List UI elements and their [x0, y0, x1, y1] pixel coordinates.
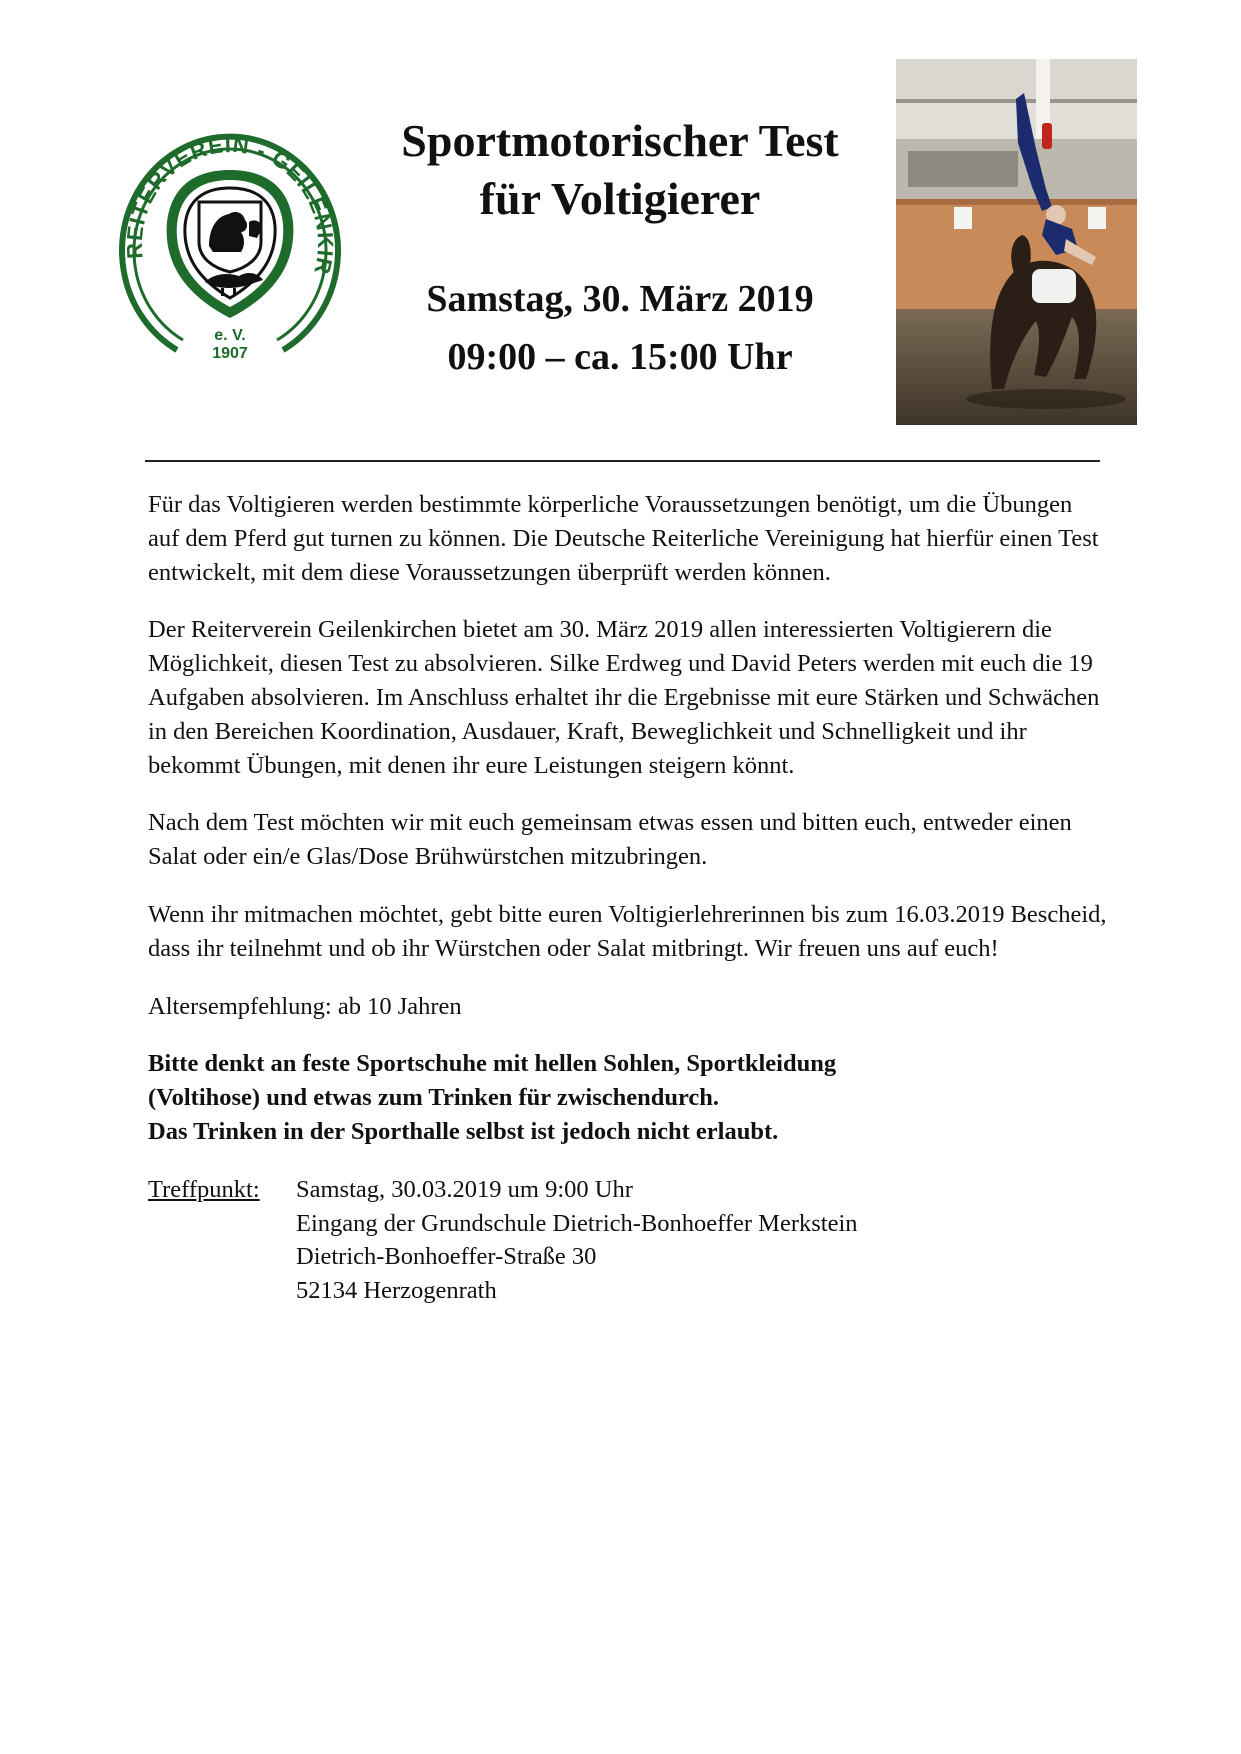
equipment-notice [148, 1047, 1108, 1148]
event-time: 09:00 – ca. 15:00 Uhr [447, 336, 793, 378]
meeting-location: Eingang der Grundschule Dietrich-Bonhoeffer Merkstein [296, 1209, 858, 1237]
meeting-street: Dietrich-Bonhoeffer-Straße 30 [296, 1243, 597, 1271]
meeting-city: 52134 Herzogenrath [296, 1277, 497, 1305]
equipment-line-2: (Voltihose) und etwas zum Trinken für zwischendurch. [148, 1084, 720, 1112]
club-logo [117, 118, 343, 366]
equipment-line-3: Das Trinken in der Sporthalle selbst ist jedoch nicht erlaubt. [148, 1117, 779, 1145]
registration-paragraph: Wenn ihr mitmachen möchtet, gebt bitte euren Voltigierlehrerinnen bis zum 16.03.2019 Bescheid, dass ihr teilnehmt und ob ihr Würstchen oder Salat mitbringt. Wir freuen uns auf euch! [148, 900, 1107, 962]
svg-text:REITERVEREIN - GEILENKIRCHEN: REITERVEREIN - GEILENKIR [121, 131, 339, 278]
meeting-point [148, 1173, 1108, 1308]
equipment-line-1: Bitte denkt an feste Sportschuhe mit hellen Sohlen, Sportkleidung [148, 1050, 837, 1078]
title-line-1: Sportmotorischer Test [401, 115, 839, 166]
meeting-details [296, 1173, 858, 1308]
body-content [148, 488, 1108, 1308]
age-recommendation: Altersempfehlung: ab 10 Jahren [148, 992, 462, 1020]
event-date: Samstag, 30. März 2019 [426, 278, 814, 320]
title-block [330, 112, 910, 386]
offer-paragraph: Der Reiterverein Geilenkirchen bietet am 30. März 2019 allen interessierten Voltigierern die Möglichkeit, diesen Test zu absolvieren. Silke Erdweg und David Peters werden mit euch die 19 Aufgaben absolvieren. Im Anschluss erhaltet ihr die Ergebnisse mit eure Stärken und Schwächen in den Bereichen Koordination, Ausdauer, Kraft, Beweglichkeit und Schnelligkeit und ihr bekommt Übungen, mit denen ihr eure Leistungen steigern könnt. [148, 616, 1100, 779]
title-line-2: für Voltigierer [479, 173, 761, 224]
food-paragraph: Nach dem Test möchten wir mit euch gemeinsam etwas essen und bitten euch, entweder einen Salat oder ein/e Glas/Dose Brühwürstchen mitzubringen. [148, 809, 1072, 871]
svg-text:1907: 1907 [212, 345, 248, 362]
meeting-label: Treffpunkt: [148, 1175, 260, 1203]
intro-paragraph: Für das Voltigieren werden bestimmte körperliche Voraussetzungen benötigt, um die Übungen auf dem Pferd gut turnen zu können. Die Deutsche Reiterliche Vereinigung hat hierfür einen Test entwickelt, mit dem diese Voraussetzungen überprüft werden können. [148, 491, 1099, 586]
horizontal-divider [145, 460, 1100, 462]
svg-text:e. V.: e. V. [214, 327, 246, 344]
vaulting-photo [896, 59, 1137, 425]
meeting-date: Samstag, 30.03.2019 um 9:00 Uhr [296, 1175, 633, 1203]
